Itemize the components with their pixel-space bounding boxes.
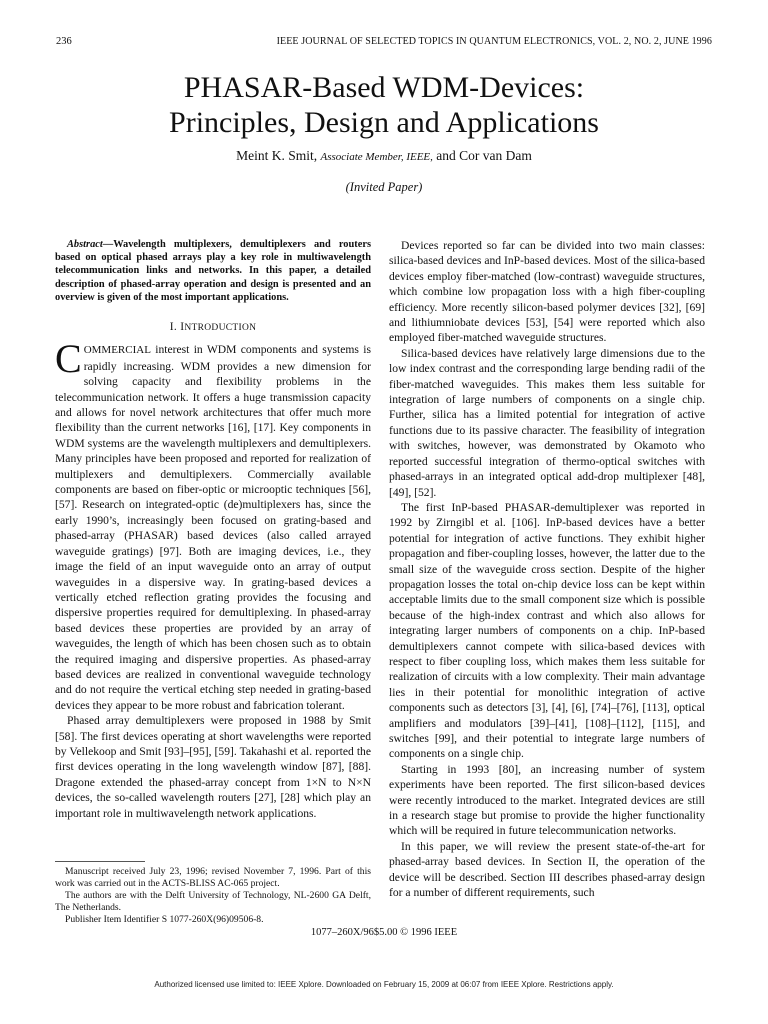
right-paragraph-2: Silica-based devices have relatively large dimensions due to the low index contrast and the corresponding large bending radii of the fiber-matched waveguides. This makes them less suitable for integration of large numbers of components on a single chip. Further, silica has a limited potential for integration of active functions due to its passive character. The feasibility of integration with switches, however, was demonstrated by Okamoto who reported successful integration of thermo-optical switches with phased-arrays in an integrated optical add-drop multiplexer [48], [49], [52]. — [389, 346, 705, 499]
section-title-rest: NTRODUCTION — [184, 323, 257, 334]
footnote — [55, 861, 371, 926]
right-paragraph-3: The first InP-based PHASAR-demultiplexer was reported in 1992 by Zirngibl et al. [106]. InP-based devices have a better potential for integration of active functions. They exhibit higher propagation and fiber-coupling losses, however, the latter due to the small size of the waveguide cross section. Despite of the higher propagation losses the total on-chip device loss can be kept within acceptable limits due to the small component size which is possible because of the high-index contrast and which also allows for integrating larger numbers of components on a chip. InP-based demultiplexers cannot compete with silica-based devices with respect to fiber coupling loss, which makes them less suitable for realization of circuits with a low complexity. Their main advantage lies in their potential for monolithic integration of active components such as detectors [3], [4], [6], [74]–[76], [113], optical amplifiers and modulators [39]–[41], [108]–[112], [115], and switches [99], and their potential to integrate large numbers of components on a single chip. — [389, 500, 705, 761]
author-1: Meint K. Smit, — [236, 148, 318, 163]
title-line-2: Principles, Design and Applications — [169, 106, 599, 139]
author-rest: and Cor van Dam — [436, 148, 532, 163]
footnote-identifier: Publisher Item Identifier S 1077-260X(96)09506-8. — [65, 914, 264, 925]
journal-header: IEEE JOURNAL OF SELECTED TOPICS IN QUANTUM ELECTRONICS, VOL. 2, NO. 2, JUNE 1996 — [276, 36, 712, 47]
intro-text-1: interest in WDM components and systems is rapidly increasing. WDM provides a new dimension for solving capacity and flexibility problems in the telecommunication network. It offers a huge transmission capacity and allows for novel network architectures that offer much more flexibility than the current networks [16], [17]. Key components in WDM systems are the wavelength multiplexers and demultiplexers. Many principles have been proposed and reported for realization of multiplexers and demultiplexers. Commercially available components are based on fiber-optic or microoptic techniques [56], [57]. Research on integrated-optic (de)multiplexers has, since the early 1990’s, increasingly been focused on grating-based and phased-array (PHASAR) based devices (also called arrayed waveguide gratings) [97]. Both are imaging devices, i.e., they image the field of an input waveguide onto an array of output waveguides in a dispersive way. In grating-based devices a vertically etched reflection grating provides the focusing and dispersive properties required for demultiplexing. In phased-array based devices these properties are provided by an array of waveguides, the length of which has been chosen such as to obtain the required imaging and dispersive properties. As phased-array based devices are realized in conventional waveguide technology and do not require the vertical etching step needed in grating-based devices they appear to be more robust and fabrication tolerant. — [55, 343, 371, 712]
intro-caps: OMMERCIAL — [83, 344, 151, 357]
title-line-1: PHASAR-Based WDM-Devices: — [183, 71, 585, 104]
abstract-text: —Wavelength multiplexers, demultiplexers and routers based on optical phased arrays play a key role in multiwavelength telecommunication links and networks. In this paper, a detailed description of phased-array operation and design is presented and an overview is given of the most important applications. — [55, 239, 371, 303]
right-paragraph-5: In this paper, we will review the present state-of-the-art for phased-array based devices. In Section II, the operation of the device will be described. Section III describes phased-array design for a number of different requirements, such — [389, 839, 705, 900]
footnote-manuscript: Manuscript received July 23, 1996; revised November 7, 1996. Part of this work was carried out in the ACTS-BLISS AC-065 project. — [55, 866, 371, 889]
left-column — [55, 238, 371, 821]
section-number: I. — [169, 321, 178, 334]
abstract — [55, 238, 371, 304]
license-notice: Authorized licensed use limited to: IEEE Xplore. Downloaded on February 15, 2009 at 06:07 from IEEE Xplore. Restrictions apply. — [154, 980, 614, 989]
drop-cap: C — [55, 336, 82, 382]
section-heading-introduction — [55, 320, 371, 336]
invited-paper-label: (Invited Paper) — [345, 180, 423, 194]
section-first-letter: I — [180, 321, 185, 334]
right-paragraph-4: Starting in 1993 [80], an increasing number of system experiments have been reported. The first silicon-based devices were recently introduced to the market. Integrated devices are still in a research stage but promise to provide the higher functionality which will be required in future telecommunication networks. — [389, 762, 705, 838]
abstract-label: Abstract — [67, 239, 103, 250]
page-number: 236 — [56, 36, 72, 47]
footnote-rule — [55, 861, 145, 862]
copyright-line: 1077–260X/96$5.00 © 1996 IEEE — [310, 927, 458, 938]
right-column — [389, 238, 705, 900]
author-line — [0, 148, 768, 164]
right-paragraph-1: Devices reported so far can be divided into two main classes: silica-based devices and InP-based devices. Most of the silica-based devices employ fiber-matched (low-contrast) waveguide structures, which combine low propagation loss with a high fiber-coupling efficiency. More recently silicon-based polymer devices [32], [69] and lithiumniobate devices [53], [54] were reported which also employed fiber-matched waveguide structures. — [389, 239, 705, 345]
intro-paragraph-2: Phased array demultiplexers were proposed in 1988 by Smit [58]. The first devices operating at short wavelengths were reported by Vellekoop and Smit [93]–[95], [59]. Takahashi et al. reported the first devices operating in the long wavelength window [87], [88]. Dragone extended the phased-array concept from 1×N to N×N devices, the so-called wavelength routers [27], [28] which play an important role in multiwavelength network applications. — [55, 714, 371, 820]
author-affiliation: Associate Member, IEEE, — [320, 151, 433, 163]
intro-paragraph-1 — [55, 336, 371, 713]
paper-title — [0, 70, 768, 140]
footnote-authors: The authors are with the Delft University of Technology, NL-2600 GA Delft, The Netherlands. — [55, 890, 371, 913]
